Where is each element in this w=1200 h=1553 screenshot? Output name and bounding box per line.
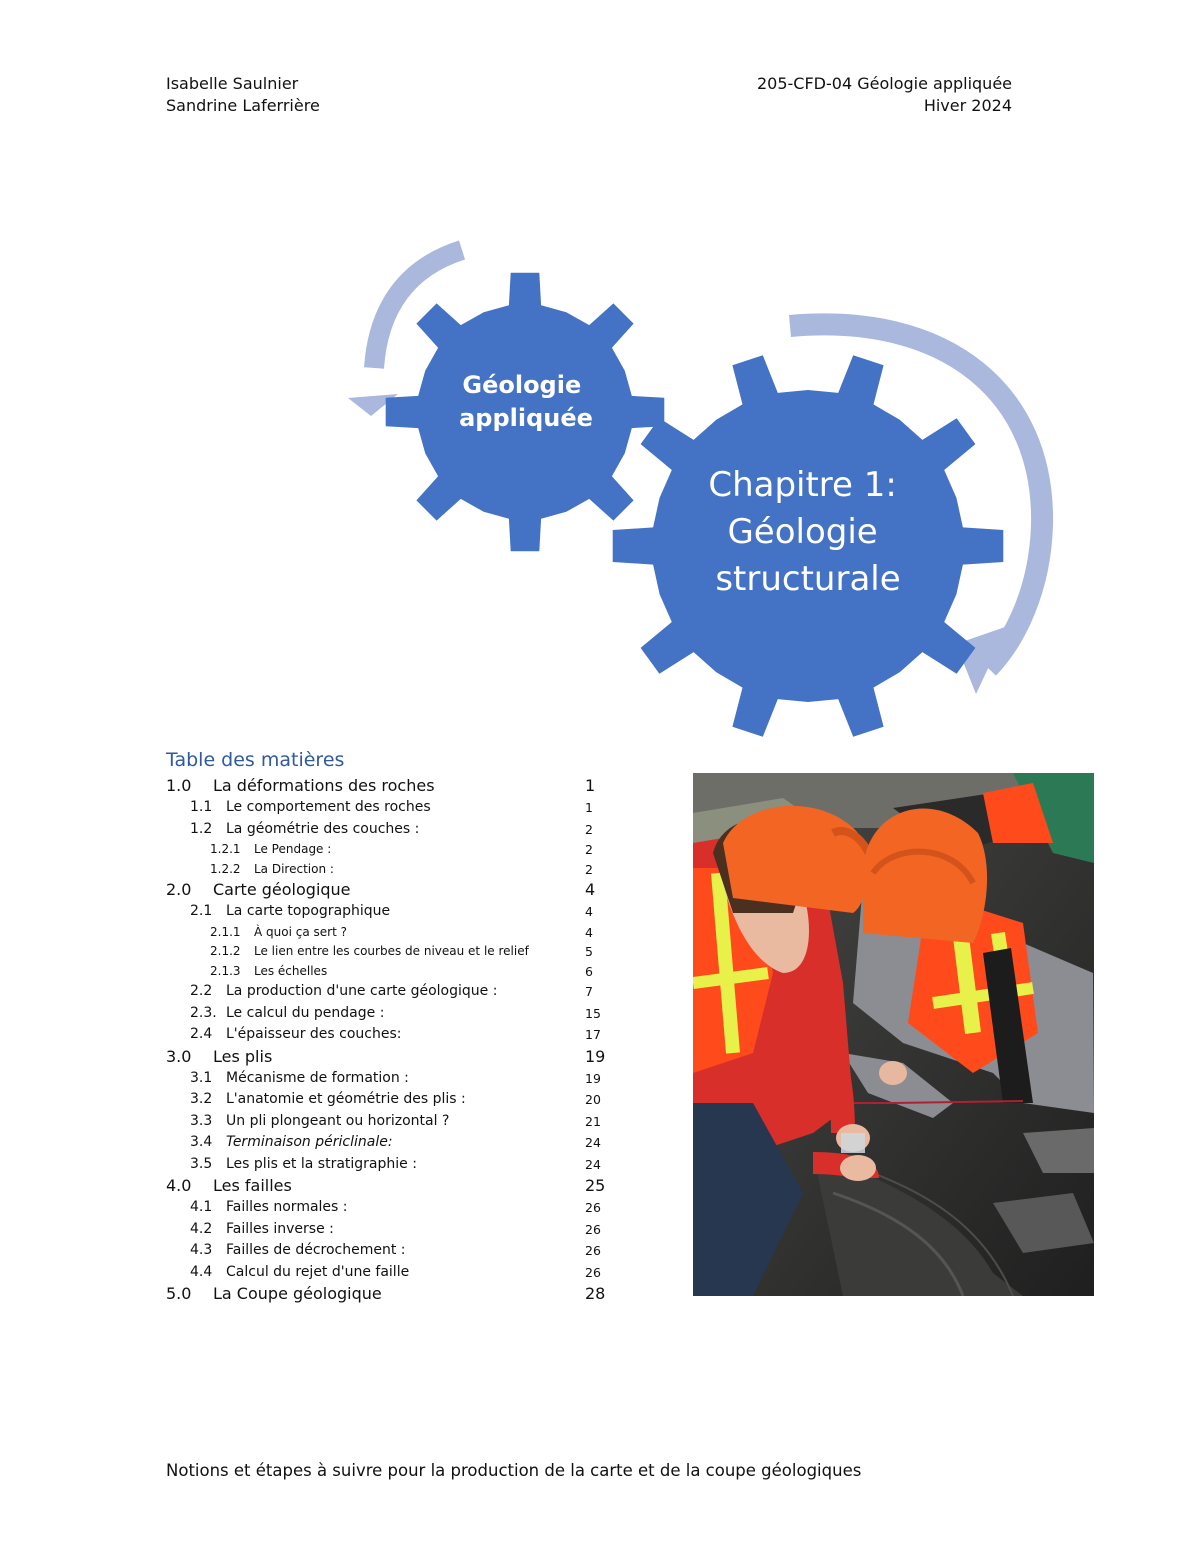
toc-entry-page: 2 — [585, 861, 593, 877]
toc-entry-number: 4.2 — [190, 1220, 213, 1237]
toc-entry[interactable] — [166, 942, 606, 962]
toc-entry-number: 3.0 — [166, 1046, 192, 1066]
toc-entry-label: Mécanisme de formation : — [226, 1069, 409, 1086]
toc-entry-number: 2.3. — [190, 1004, 217, 1021]
gears-diagram — [0, 0, 1200, 740]
toc-entry-label: Les failles — [213, 1176, 292, 1195]
toc-entry[interactable] — [166, 819, 606, 841]
toc-entry-number: 2.1.2 — [210, 944, 241, 958]
gear-small-line-2: appliquée — [459, 404, 593, 432]
toc-entry[interactable] — [166, 840, 606, 860]
course-title: 205-CFD-04 Géologie appliquée — [756, 74, 1012, 93]
toc-entry-page: 26 — [585, 1243, 601, 1258]
toc-entry[interactable] — [166, 1262, 606, 1284]
toc-entry[interactable] — [166, 879, 606, 901]
footer-subtitle: Notions et étapes à suivre pour la production de la carte et de la coupe géologiques — [166, 1461, 862, 1480]
toc-entry[interactable] — [166, 860, 606, 880]
course-term: Hiver 2024 — [923, 96, 1012, 115]
toc-entry-page: 5 — [585, 944, 593, 959]
toc-entry-number: 1.1 — [190, 799, 213, 815]
toc-entry-page: 26 — [585, 1221, 601, 1237]
toc-entry-page: 6 — [585, 963, 593, 979]
toc-entry-label: La carte topographique — [226, 903, 391, 919]
toc-entry-number: 1.0 — [166, 776, 192, 795]
toc-entry-number: 3.2 — [190, 1091, 213, 1107]
toc-entry-page: 24 — [585, 1135, 601, 1150]
toc-entry-number: 2.2 — [190, 983, 213, 999]
toc-entry[interactable] — [166, 797, 606, 819]
svg-text:Chapitre 1: Géologie s — [708, 465, 907, 599]
toc-entry-label: La production d'une carte géologique : — [226, 983, 498, 999]
toc-entry-label: L'épaisseur des couches: — [226, 1026, 402, 1042]
toc-entry-label: Les plis — [213, 1046, 273, 1066]
toc-entry[interactable] — [166, 962, 606, 982]
toc-entry[interactable] — [166, 1003, 606, 1025]
toc-entry-number: 2.4 — [190, 1026, 213, 1042]
toc-entry-number: 5.0 — [166, 1284, 192, 1303]
toc-entry-page: 26 — [585, 1264, 601, 1280]
toc-entry-number: 1.2.2 — [210, 861, 241, 876]
toc-entry[interactable] — [166, 1089, 606, 1111]
toc-entry-label: Le Pendage : — [254, 842, 332, 856]
toc-entry-label: À quoi ça sert ? — [254, 924, 347, 939]
toc-entry[interactable] — [166, 775, 606, 797]
toc-entry[interactable] — [166, 1175, 606, 1197]
toc-entry-page: 2 — [585, 821, 593, 837]
toc-entry-page: 7 — [585, 984, 593, 999]
toc-entry[interactable] — [166, 1132, 606, 1154]
toc-entry-number: 4.3 — [190, 1242, 213, 1258]
gear-large-line-1: Chapitre 1: — [708, 465, 897, 505]
toc-entry-page: 28 — [585, 1284, 606, 1303]
field-photo — [693, 773, 1094, 1296]
toc-entry-number: 4.0 — [166, 1176, 192, 1195]
toc-entry-number: 2.1.1 — [210, 924, 241, 939]
toc-entry-page: 21 — [585, 1113, 601, 1129]
toc-entry-page: 19 — [585, 1046, 606, 1066]
toc-entry-page: 1 — [585, 776, 596, 795]
compass — [841, 1133, 865, 1153]
toc-entry-page: 4 — [585, 924, 593, 940]
toc-title: Table des matières — [166, 749, 345, 771]
toc-entry-number: 1.2 — [190, 820, 213, 837]
toc-entry-number: 4.1 — [190, 1199, 213, 1215]
toc-entry-page: 17 — [585, 1027, 601, 1042]
toc-entry-label: Failles normales : — [226, 1199, 348, 1215]
toc-entry-number: 1.2.1 — [210, 842, 241, 856]
toc-entry-number: 2.1 — [190, 903, 213, 919]
hand-right — [879, 1061, 907, 1085]
toc-entry-page: 2 — [585, 842, 593, 857]
toc-entry-label: Le calcul du pendage : — [226, 1004, 385, 1021]
toc-entry-label: Les plis et la stratigraphie : — [226, 1155, 417, 1172]
toc-entry[interactable] — [166, 1111, 606, 1133]
toc-entry-label: Le comportement des roches — [226, 799, 431, 815]
toc-entry-page: 15 — [585, 1005, 601, 1021]
toc-entry-label: L'anatomie et géométrie des plis : — [226, 1091, 466, 1107]
toc-entry-number: 2.0 — [166, 880, 192, 899]
author-2: Sandrine Laferrière — [166, 96, 320, 115]
toc-entry-page: 24 — [585, 1156, 601, 1172]
toc-entry-number: 3.5 — [190, 1155, 213, 1172]
toc-entry-number: 4.4 — [190, 1263, 213, 1280]
toc-entry-label: La Coupe géologique — [213, 1284, 382, 1303]
toc-entry[interactable] — [166, 981, 606, 1003]
toc-entry-page: 26 — [585, 1200, 601, 1215]
gear-small-line-1: Géologie — [462, 371, 582, 399]
author-1: Isabelle Saulnier — [166, 74, 299, 93]
toc-entry-label: Failles de décrochement : — [226, 1242, 406, 1258]
toc-entry-page: 4 — [585, 904, 593, 919]
toc-entry[interactable] — [166, 1197, 606, 1219]
toc-entry[interactable] — [166, 1024, 606, 1046]
toc-entry-label: Terminaison périclinale: — [226, 1134, 393, 1150]
toc-entry-label: Calcul du rejet d'une faille — [226, 1263, 410, 1280]
toc-entry-page: 4 — [585, 880, 596, 899]
toc-entry[interactable] — [166, 1240, 606, 1262]
toc-entry-label: Le lien entre les courbes de niveau et le relief — [254, 944, 529, 958]
toc-entry-page: 19 — [585, 1070, 601, 1086]
helmet-left — [723, 806, 867, 913]
toc-entry-page: 20 — [585, 1092, 601, 1107]
toc-entry-number: 3.3 — [190, 1112, 213, 1129]
toc-entry[interactable] — [166, 1283, 606, 1305]
toc-entry-label: Failles inverse : — [226, 1220, 334, 1237]
toc-entry[interactable] — [166, 901, 606, 923]
toc-entry-page: 1 — [585, 800, 593, 815]
toc-entry-label: La déformations des roches — [213, 776, 435, 795]
table-of-contents — [166, 775, 606, 1305]
toc-entry-label: La géométrie des couches : — [226, 820, 420, 837]
gear-large-line-2: Géologie — [727, 512, 878, 552]
gear-large-line-3: structurale — [715, 559, 901, 599]
toc-entry[interactable] — [166, 1154, 606, 1176]
toc-entry-page: 25 — [585, 1176, 606, 1195]
toc-entry[interactable] — [166, 1068, 606, 1090]
toc-entry-number: 3.1 — [190, 1069, 213, 1086]
toc-entry-label: Un pli plongeant ou horizontal ? — [226, 1112, 450, 1129]
toc-entry-label: Les échelles — [254, 963, 328, 978]
toc-entry[interactable] — [166, 1219, 606, 1241]
toc-entry[interactable] — [166, 923, 606, 943]
toc-entry-number: 3.4 — [190, 1134, 213, 1150]
toc-entry[interactable] — [166, 1046, 606, 1068]
toc-entry-label: La Direction : — [254, 861, 334, 876]
toc-entry-label: Carte géologique — [213, 880, 351, 899]
toc-entry-number: 2.1.3 — [210, 963, 241, 978]
